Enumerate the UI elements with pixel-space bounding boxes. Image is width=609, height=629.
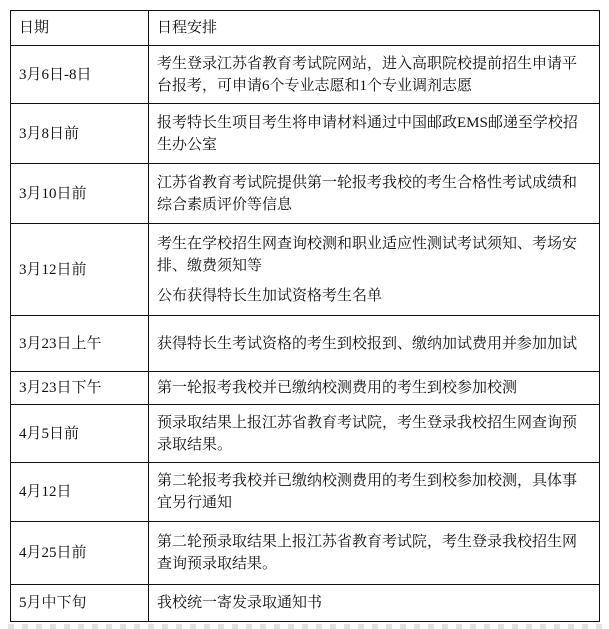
row-date: 3月8日前 — [11, 104, 149, 164]
schedule-text: 考生登录江苏省教育考试院网站，进入高职院校提前招生申请平台报考，可申请6个专业志愿和1个专业调剂志愿 — [157, 55, 578, 94]
table-row — [11, 372, 600, 405]
table-row — [11, 46, 600, 104]
row-date: 3月23日上午 — [11, 316, 149, 372]
schedule-text: 第二轮预录取结果上报江苏省教育考试院，考生登录我校招生网查询预录取结果。 — [157, 534, 578, 572]
row-date: 4月5日前 — [11, 405, 149, 463]
row-schedule — [149, 463, 600, 522]
row-schedule — [149, 522, 600, 585]
schedule-text: 公布获得特长生加试资格考生名单 — [157, 287, 383, 304]
table-row — [11, 405, 600, 463]
schedule-text: 第二轮报考我校并已缴纳校测费用的考生到校参加校测，具体事宜另行通知 — [157, 473, 578, 511]
schedule-text: 报考特长生项目考生将申请材料通过中国邮政EMS邮递至学校招生办公室 — [157, 114, 578, 153]
admission-schedule-table — [10, 10, 600, 622]
table-header-row — [11, 11, 600, 46]
row-schedule — [149, 104, 600, 164]
row-date: 4月25日前 — [11, 522, 149, 585]
row-schedule — [149, 585, 600, 622]
schedule-text: 预录取结果上报江苏省教育考试院，考生登录我校招生网查询预录取结果。 — [157, 414, 578, 453]
table-row — [11, 164, 600, 224]
schedule-text: 我校统一寄发录取通知书 — [157, 595, 323, 611]
cut-off-text-line — [8, 624, 608, 629]
schedule-text: 考生在学校招生网查询校测和职业适应性测试考试须知、考场安排、缴费须知等 — [157, 235, 578, 274]
row-date: 3月23日下午 — [11, 372, 149, 405]
row-schedule — [149, 46, 600, 104]
schedule-text: 第一轮报考我校并已缴纳校测费用的考生到校参加校测 — [157, 380, 518, 396]
header-schedule: 日程安排 — [149, 11, 600, 46]
row-date: 4月12日 — [11, 463, 149, 522]
table-row — [11, 585, 600, 622]
table-row — [11, 522, 600, 585]
table-row — [11, 316, 600, 372]
table-row — [11, 224, 600, 316]
row-date: 3月6日-8日 — [11, 46, 149, 104]
row-schedule — [149, 316, 600, 372]
table-row — [11, 104, 600, 164]
row-date: 3月12日前 — [11, 224, 149, 316]
row-schedule — [149, 164, 600, 224]
row-date: 3月10日前 — [11, 164, 149, 224]
row-schedule — [149, 224, 600, 316]
header-date: 日期 — [11, 11, 149, 46]
schedule-text: 获得特长生考试资格的考生到校报到、缴纳加试费用并参加加试 — [157, 335, 578, 352]
table-row — [11, 463, 600, 522]
row-schedule — [149, 405, 600, 463]
schedule-text: 江苏省教育考试院提供第一轮报考我校的考生合格性考试成绩和综合素质评价等信息 — [157, 174, 578, 213]
row-schedule — [149, 372, 600, 405]
row-date: 5月中下旬 — [11, 585, 149, 622]
